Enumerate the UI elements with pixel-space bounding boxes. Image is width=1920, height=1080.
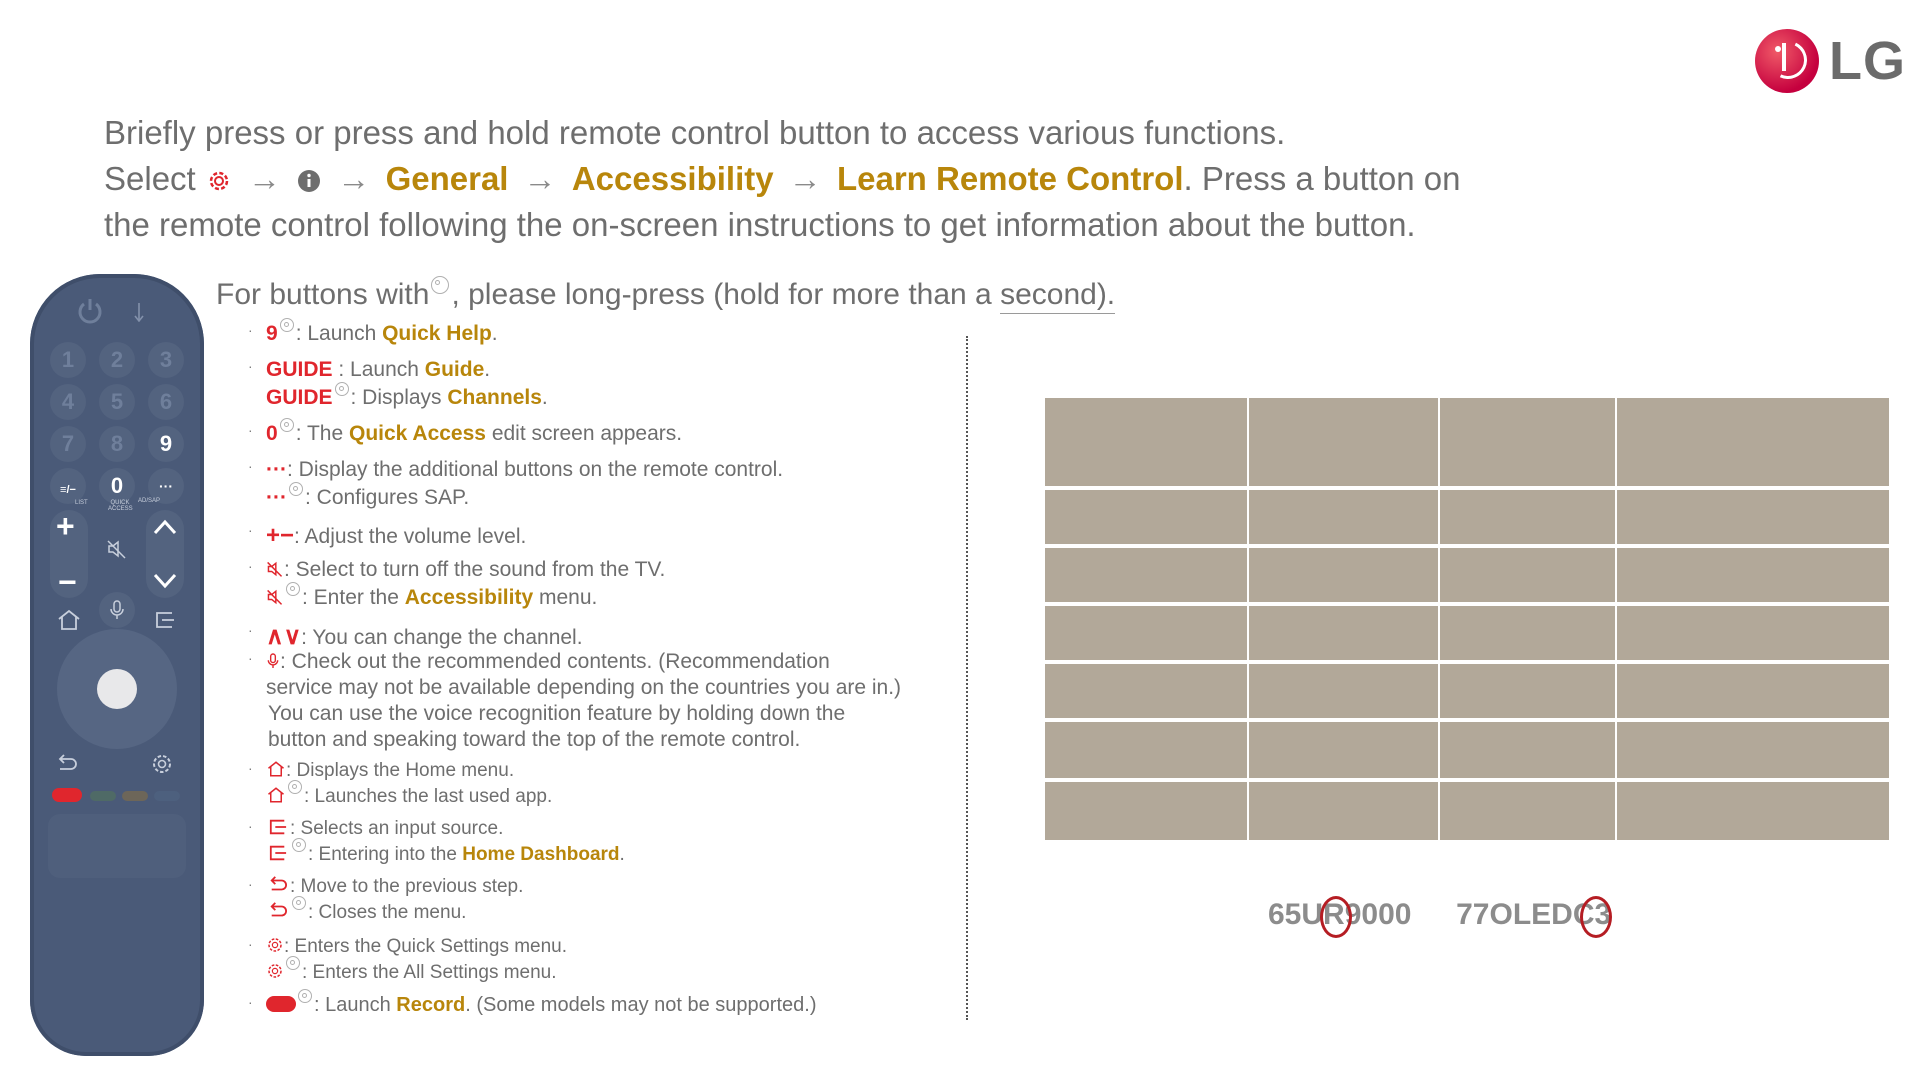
lg-logo-text: LG (1829, 31, 1906, 91)
menu-path-general: General (385, 160, 509, 197)
long-press-icon (280, 418, 294, 432)
long-press-icon (286, 956, 300, 970)
menu-path-learn-remote: Learn Remote Control (836, 160, 1184, 197)
microphone-icon (266, 652, 280, 670)
key-label: +− (266, 522, 295, 549)
item-text: : Launch (338, 358, 425, 381)
item-text: : Launch (295, 322, 383, 345)
home-icon (266, 760, 286, 778)
item-text: : Selects an input source. (290, 818, 504, 839)
table-cell (1249, 664, 1438, 718)
mute-icon (106, 538, 128, 560)
item-text: : Closes the menu. (308, 902, 467, 923)
remote-key-7: 7 (50, 426, 86, 462)
intro-line-2 (104, 156, 1461, 202)
long-press-icon (335, 382, 349, 396)
long-press-icon (288, 780, 302, 794)
table-cell (1249, 548, 1438, 602)
remote-key-3: 3 (148, 342, 184, 378)
table-cell (1617, 722, 1889, 778)
long-press-note (216, 278, 1115, 312)
item-text: : Launches the last used app. (304, 786, 553, 807)
table-cell (1045, 398, 1247, 486)
item-text: : Entering into the (308, 844, 463, 865)
key-label: GUIDE (266, 386, 333, 409)
remote-label-quick-access: QUICK ACCESS (108, 500, 133, 512)
info-icon (296, 168, 322, 194)
intro-text (104, 110, 1461, 248)
remote-key-2: 2 (99, 342, 135, 378)
table-cell (1617, 664, 1889, 718)
table-cell (1440, 782, 1615, 840)
table-cell (1617, 490, 1889, 544)
table-cell (1249, 606, 1438, 660)
app-button-panel (48, 814, 186, 878)
item-highlight: Guide (424, 358, 485, 381)
long-press-icon (286, 582, 300, 596)
key-label: 0 (266, 422, 278, 445)
home-icon (266, 786, 286, 804)
input-icon (266, 818, 290, 836)
item-text-end: . (491, 322, 498, 345)
highlight-circle (1580, 896, 1612, 938)
key-label: ··· (266, 486, 287, 509)
remote-mic-button (99, 592, 135, 628)
microphone-icon (108, 599, 126, 621)
list-item-continued: service may not be available depending on the countries you are in.) (266, 676, 902, 699)
input-icon (152, 610, 178, 630)
item-highlight: Quick Help (382, 322, 492, 345)
item-text-end: . (484, 358, 491, 381)
long-press-icon (280, 318, 294, 332)
home-icon (56, 608, 82, 632)
input-icon (266, 844, 290, 862)
volume-up-icon: + (56, 508, 75, 544)
lg-logo-mark-icon (1755, 29, 1819, 93)
long-press-note-middle: , please long-press (hold for more than a (451, 278, 992, 311)
table-cell (1249, 398, 1438, 486)
record-button-icon (266, 996, 296, 1012)
table-cell (1440, 398, 1615, 486)
list-item-continued: You can use the voice recognition feature by holding down the (268, 702, 846, 725)
model-name-2: 77OLEDC3 (1456, 898, 1612, 931)
item-text-end: . (Some models may not be supported.) (465, 994, 817, 1016)
table-cell (1045, 664, 1247, 718)
item-text: : Display the additional buttons on the remote control. (286, 458, 784, 481)
item-highlight: Record (396, 994, 466, 1016)
long-press-icon (289, 482, 303, 496)
item-text: : Check out the recommended contents. (Recommendation (280, 650, 830, 673)
long-press-icon (292, 896, 306, 910)
item-text-end: . (619, 844, 625, 865)
item-text: : Enters the Quick Settings menu. (284, 936, 568, 957)
intro-line-1: Briefly press or press and hold remote control button to access various functions. (104, 114, 1286, 151)
remote-key-6: 6 (148, 384, 184, 420)
arrow-icon: → (248, 160, 282, 197)
table-cell (1617, 782, 1889, 840)
table-cell (1249, 782, 1438, 840)
table-cell (1440, 548, 1615, 602)
arrow-icon: → (337, 160, 371, 197)
lg-logo (1755, 26, 1906, 96)
key-label: ··· (266, 458, 287, 481)
table-cell (1440, 722, 1615, 778)
mute-icon (266, 560, 284, 578)
dotted-divider (966, 336, 968, 1020)
item-text: : Enter the (302, 586, 405, 609)
item-text: : Displays (350, 386, 448, 409)
channel-down-icon (152, 572, 178, 590)
item-highlight: Channels (447, 386, 542, 409)
color-button-blue (154, 791, 180, 801)
remote-key-8: 8 (99, 426, 135, 462)
remote-label-list: LIST (75, 500, 88, 506)
settings-icon (266, 962, 284, 980)
remote-key-9: 9 (148, 426, 184, 462)
menu-path-accessibility: Accessibility (571, 160, 774, 197)
item-text: : Enters the All Settings menu. (302, 962, 557, 983)
item-text: : Configures SAP. (304, 486, 470, 509)
remote-label-ad-sap: AD/SAP (138, 498, 161, 504)
item-highlight: Accessibility (404, 586, 534, 609)
item-text-end: edit screen appears. (485, 422, 683, 445)
back-icon (266, 876, 290, 894)
key-label: ∧∨ (266, 623, 302, 650)
remote-key-0: 0 (99, 468, 135, 504)
back-icon (54, 754, 80, 774)
table-cell (1045, 606, 1247, 660)
long-press-icon (298, 989, 312, 1003)
intro-select-label: Select (104, 160, 196, 197)
highlight-circle (1320, 896, 1352, 938)
remote-key-1: 1 (50, 342, 86, 378)
back-icon (266, 902, 290, 920)
table-cell (1045, 490, 1247, 544)
item-highlight: Home Dashboard (462, 844, 620, 865)
item-text: : Adjust the volume level. (294, 525, 527, 548)
table-cell (1045, 722, 1247, 778)
long-press-note-end: second). (1000, 278, 1115, 314)
long-press-icon (431, 276, 449, 294)
table-cell (1045, 548, 1247, 602)
item-text: : Select to turn off the sound from the TV. (284, 558, 666, 581)
list-item-continued: button and speaking toward the top of the remote control. (268, 728, 801, 751)
settings-icon (266, 936, 284, 954)
arrow-icon: → (788, 160, 822, 197)
power-icon (75, 296, 105, 326)
redacted-table (1045, 398, 1889, 840)
remote-key-4: 4 (50, 384, 86, 420)
table-cell (1249, 490, 1438, 544)
volume-down-icon: − (58, 564, 77, 600)
intro-line-2-suffix: . Press a button on (1183, 160, 1461, 197)
item-text: : Move to the previous step. (290, 876, 524, 897)
item-text: : Displays the Home menu. (286, 760, 515, 781)
remote-ok-button (97, 669, 137, 709)
remote-more-button: ··· (148, 468, 184, 504)
model-names (1268, 898, 1611, 932)
color-button-yellow (122, 791, 148, 801)
settop-icon (132, 302, 146, 322)
intro-line-3: the remote control following the on-screen instructions to get information about the button. (104, 206, 1416, 243)
item-highlight: Quick Access (349, 422, 486, 445)
key-label: GUIDE (266, 358, 333, 381)
table-cell (1440, 664, 1615, 718)
item-text: : The (295, 422, 349, 445)
remote-list-button: ≡/− (50, 468, 86, 504)
item-text-end: . (541, 386, 548, 409)
record-color-button (52, 788, 82, 802)
table-cell (1440, 490, 1615, 544)
table-cell (1617, 398, 1889, 486)
table-cell (1249, 722, 1438, 778)
mute-icon (266, 588, 284, 606)
color-button-green (90, 791, 116, 801)
table-cell (1617, 606, 1889, 660)
channel-up-icon (152, 518, 178, 536)
remote-key-5: 5 (99, 384, 135, 420)
key-label: 9 (266, 322, 278, 345)
settings-icon (150, 752, 174, 776)
item-text: : You can change the channel. (301, 626, 583, 649)
table-cell (1617, 548, 1889, 602)
long-press-icon (292, 838, 306, 852)
arrow-icon: → (523, 160, 557, 197)
table-cell (1440, 606, 1615, 660)
settings-gear-icon (205, 167, 233, 195)
model-name-1: 65UR9000 (1268, 898, 1412, 931)
table-cell (1045, 782, 1247, 840)
remote-control-illustration (30, 274, 204, 1056)
item-text: : Launch (314, 994, 397, 1016)
long-press-note-prefix: For buttons with (216, 278, 430, 311)
item-text-end: menu. (533, 586, 598, 609)
